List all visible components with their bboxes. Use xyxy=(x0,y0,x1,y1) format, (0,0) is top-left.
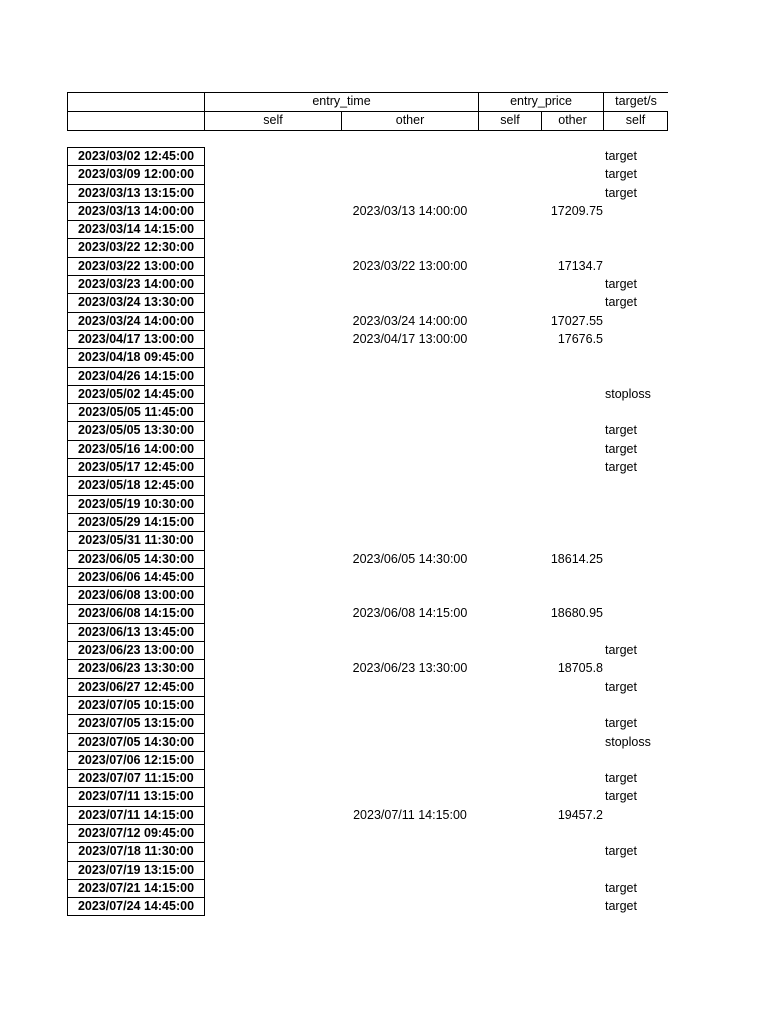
table-row xyxy=(67,879,707,897)
table-row xyxy=(67,733,707,751)
table-row xyxy=(67,385,707,403)
entry-time-other-cell: 2023/03/24 14:00:00 xyxy=(352,313,468,328)
table-row xyxy=(67,550,707,568)
row-index-timestamp: 2023/05/18 12:45:00 xyxy=(67,476,205,495)
target-self-cell: target xyxy=(605,771,637,786)
table-row xyxy=(67,897,707,915)
index-header-blank xyxy=(67,92,205,112)
entry-time-other-cell: 2023/03/22 13:00:00 xyxy=(352,258,468,273)
table-row xyxy=(67,659,707,677)
entry-price-other-cell: 17676.5 xyxy=(557,331,603,346)
table-row xyxy=(67,696,707,714)
table-row xyxy=(67,476,707,494)
row-index-timestamp: 2023/03/14 14:15:00 xyxy=(67,220,205,239)
row-index-timestamp: 2023/07/05 13:15:00 xyxy=(67,714,205,733)
table-row xyxy=(67,312,707,330)
entry-price-other-cell: 19457.2 xyxy=(557,807,603,822)
row-index-timestamp: 2023/03/23 14:00:00 xyxy=(67,275,205,294)
target-self-cell: target xyxy=(605,716,637,731)
header-entry-price: entry_price xyxy=(478,92,604,112)
target-self-cell: target xyxy=(605,277,637,292)
comparison-table-body xyxy=(67,147,707,915)
table-row xyxy=(67,678,707,696)
row-index-timestamp: 2023/03/22 12:30:00 xyxy=(67,238,205,257)
target-self-cell: target xyxy=(605,441,637,456)
row-index-timestamp: 2023/06/23 13:00:00 xyxy=(67,641,205,660)
row-index-timestamp: 2023/05/05 11:45:00 xyxy=(67,403,205,422)
row-index-timestamp: 2023/05/19 10:30:00 xyxy=(67,495,205,514)
table-row xyxy=(67,604,707,622)
target-self-cell: target xyxy=(605,679,637,694)
target-self-cell: stoploss xyxy=(605,386,651,401)
table-row xyxy=(67,824,707,842)
table-row xyxy=(67,367,707,385)
subheader-entry-price-self: self xyxy=(478,111,542,131)
table-row xyxy=(67,623,707,641)
row-index-timestamp: 2023/05/29 14:15:00 xyxy=(67,513,205,532)
row-index-timestamp: 2023/06/08 13:00:00 xyxy=(67,586,205,605)
row-index-timestamp: 2023/05/16 14:00:00 xyxy=(67,440,205,459)
target-self-cell: target xyxy=(605,844,637,859)
comparison-table-header xyxy=(67,92,668,130)
row-index-timestamp: 2023/06/23 13:30:00 xyxy=(67,659,205,678)
entry-price-other-cell: 17209.75 xyxy=(550,203,603,218)
index-subheader-blank xyxy=(67,111,205,131)
row-index-timestamp: 2023/04/18 09:45:00 xyxy=(67,348,205,367)
target-self-cell: target xyxy=(605,643,637,658)
table-row xyxy=(67,184,707,202)
row-index-timestamp: 2023/07/19 13:15:00 xyxy=(67,861,205,880)
table-row xyxy=(67,147,707,165)
row-index-timestamp: 2023/07/24 14:45:00 xyxy=(67,897,205,916)
entry-price-other-cell: 18614.25 xyxy=(550,551,603,566)
table-row xyxy=(67,275,707,293)
table-row xyxy=(67,513,707,531)
row-index-timestamp: 2023/06/08 14:15:00 xyxy=(67,604,205,623)
subheader-target-self: self xyxy=(603,111,668,131)
table-row xyxy=(67,495,707,513)
entry-time-other-cell: 2023/06/05 14:30:00 xyxy=(352,551,468,566)
row-index-timestamp: 2023/07/07 11:15:00 xyxy=(67,769,205,788)
table-row xyxy=(67,348,707,366)
entry-time-other-cell: 2023/04/17 13:00:00 xyxy=(352,331,468,346)
entry-time-other-cell: 2023/07/11 14:15:00 xyxy=(353,807,467,822)
entry-price-other-cell: 18705.8 xyxy=(557,661,603,676)
entry-price-other-cell: 18680.95 xyxy=(550,606,603,621)
row-index-timestamp: 2023/07/05 14:30:00 xyxy=(67,733,205,752)
row-index-timestamp: 2023/06/13 13:45:00 xyxy=(67,623,205,642)
table-row xyxy=(67,220,707,238)
row-index-timestamp: 2023/06/06 14:45:00 xyxy=(67,568,205,587)
table-row xyxy=(67,165,707,183)
row-index-timestamp: 2023/06/05 14:30:00 xyxy=(67,550,205,569)
row-index-timestamp: 2023/07/06 12:15:00 xyxy=(67,751,205,770)
entry-time-other-cell: 2023/06/23 13:30:00 xyxy=(352,661,468,676)
table-row xyxy=(67,531,707,549)
table-row xyxy=(67,458,707,476)
table-row xyxy=(67,714,707,732)
table-row xyxy=(67,440,707,458)
table-row xyxy=(67,751,707,769)
target-self-cell: target xyxy=(605,880,637,895)
table-row xyxy=(67,403,707,421)
row-index-timestamp: 2023/03/02 12:45:00 xyxy=(67,147,205,166)
subheader-entry-time-self: self xyxy=(204,111,342,131)
table-row xyxy=(67,293,707,311)
row-index-timestamp: 2023/07/11 13:15:00 xyxy=(67,787,205,806)
row-index-timestamp: 2023/04/26 14:15:00 xyxy=(67,367,205,386)
table-row xyxy=(67,641,707,659)
row-index-timestamp: 2023/03/13 14:00:00 xyxy=(67,202,205,221)
row-index-timestamp: 2023/03/22 13:00:00 xyxy=(67,257,205,276)
target-self-cell: target xyxy=(605,423,637,438)
row-index-timestamp: 2023/03/13 13:15:00 xyxy=(67,184,205,203)
table-row xyxy=(67,806,707,824)
subheader-entry-price-other: other xyxy=(541,111,604,131)
row-index-timestamp: 2023/03/24 13:30:00 xyxy=(67,293,205,312)
target-self-cell: target xyxy=(605,295,637,310)
row-index-timestamp: 2023/05/02 14:45:00 xyxy=(67,385,205,404)
table-row xyxy=(67,257,707,275)
row-index-timestamp: 2023/03/09 12:00:00 xyxy=(67,165,205,184)
row-index-timestamp: 2023/04/17 13:00:00 xyxy=(67,330,205,349)
row-index-timestamp: 2023/05/05 13:30:00 xyxy=(67,421,205,440)
row-index-timestamp: 2023/03/24 14:00:00 xyxy=(67,312,205,331)
entry-time-other-cell: 2023/03/13 14:00:00 xyxy=(352,203,468,218)
row-index-timestamp: 2023/07/18 11:30:00 xyxy=(67,842,205,861)
table-row xyxy=(67,568,707,586)
table-row xyxy=(67,421,707,439)
entry-price-other-cell: 17134.7 xyxy=(557,258,603,273)
table-row xyxy=(67,238,707,256)
target-self-cell: target xyxy=(605,460,637,475)
table-row xyxy=(67,330,707,348)
target-self-cell: target xyxy=(605,149,637,163)
header-entry-time: entry_time xyxy=(204,92,479,112)
entry-price-other-cell: 17027.55 xyxy=(550,313,603,328)
target-self-cell: target xyxy=(605,185,637,200)
table-row xyxy=(67,586,707,604)
row-index-timestamp: 2023/07/12 09:45:00 xyxy=(67,824,205,843)
table-row xyxy=(67,769,707,787)
row-index-timestamp: 2023/07/05 10:15:00 xyxy=(67,696,205,715)
row-index-timestamp: 2023/07/21 14:15:00 xyxy=(67,879,205,898)
target-self-cell: target xyxy=(605,167,637,182)
table-row xyxy=(67,787,707,805)
row-index-timestamp: 2023/05/17 12:45:00 xyxy=(67,458,205,477)
header-target-stoploss: target/s xyxy=(603,92,668,112)
target-self-cell: target xyxy=(605,899,637,914)
entry-time-other-cell: 2023/06/08 14:15:00 xyxy=(352,606,468,621)
row-index-timestamp: 2023/05/31 11:30:00 xyxy=(67,531,205,550)
target-self-cell: target xyxy=(605,789,637,804)
table-row xyxy=(67,842,707,860)
subheader-entry-time-other: other xyxy=(341,111,479,131)
row-index-timestamp: 2023/07/11 14:15:00 xyxy=(67,806,205,825)
row-index-timestamp: 2023/06/27 12:45:00 xyxy=(67,678,205,697)
table-row xyxy=(67,861,707,879)
target-self-cell: stoploss xyxy=(605,734,651,749)
table-row xyxy=(67,202,707,220)
